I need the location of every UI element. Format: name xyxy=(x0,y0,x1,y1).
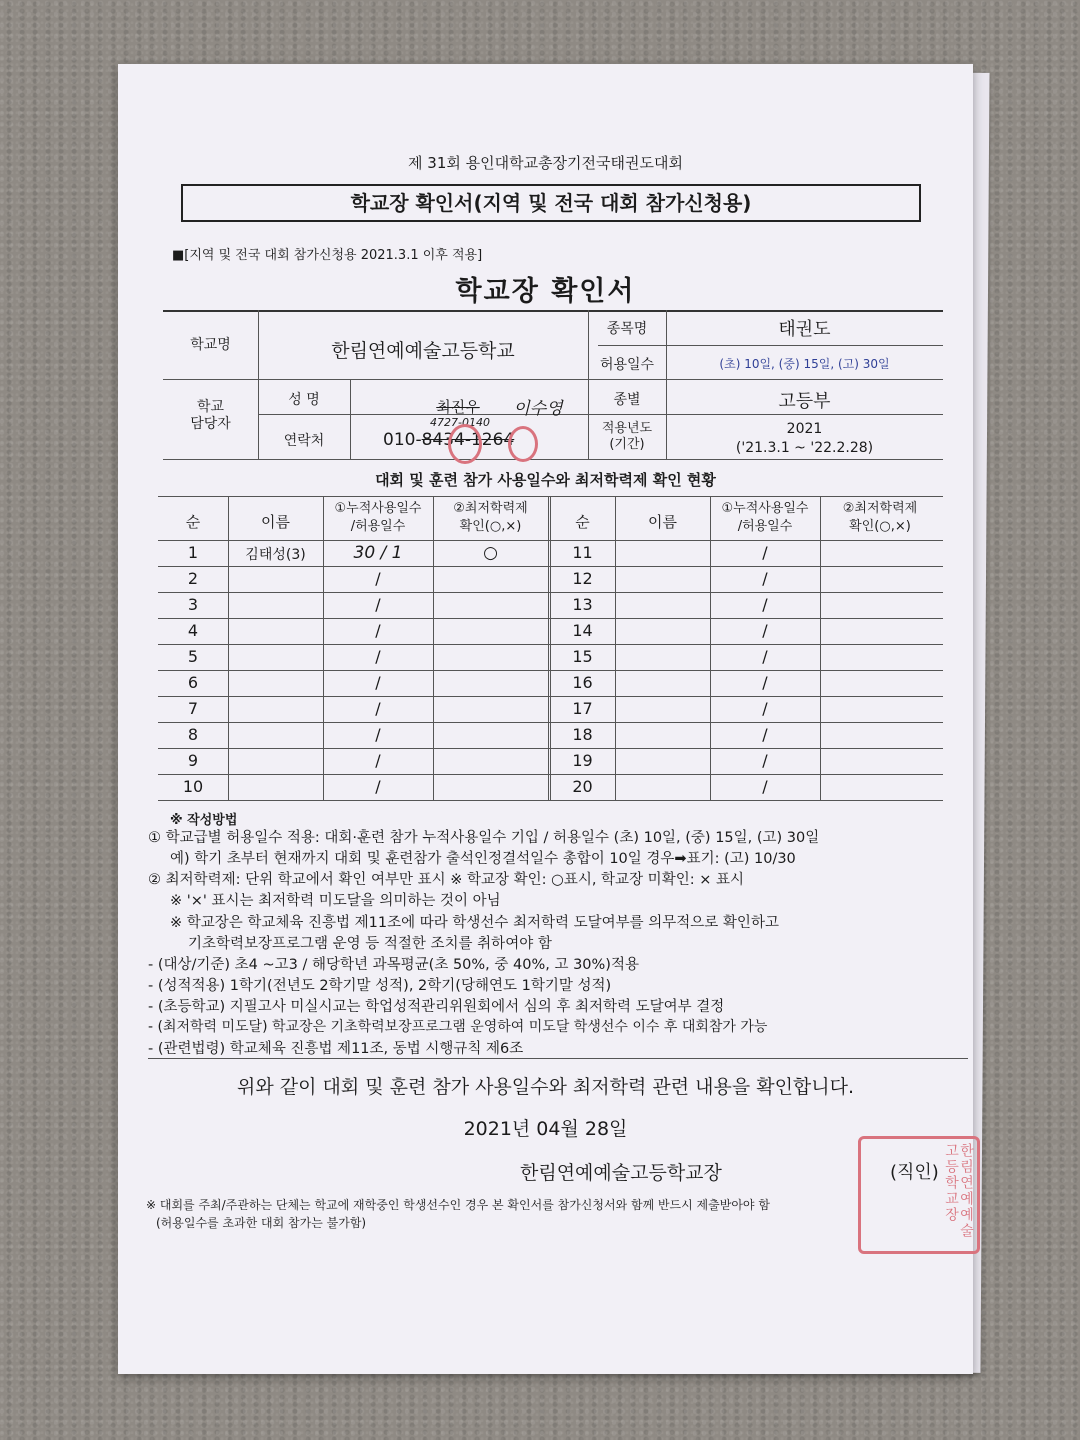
row-number: 4 xyxy=(187,621,199,640)
division-label: 종별 xyxy=(613,392,641,408)
principal-name: 한림연예예술고등학교장 xyxy=(520,1162,722,1184)
row-days: / xyxy=(375,725,381,744)
table-col-line xyxy=(615,496,616,800)
row-days-right: / xyxy=(762,621,768,640)
row-number-right: 17 xyxy=(572,699,593,718)
detail-5: - (관련법령) 학교체육 진흥법 제11조, 동법 시행규칙 제6조 xyxy=(148,1041,524,1057)
note-4: ※ 학교장은 학교체육 진흥법 제11조에 따라 학생선수 최저학력 도달여부를 의무적으로 확인하고 xyxy=(170,915,779,931)
table-col-line xyxy=(820,496,821,800)
manager-label: 학교 담당자 xyxy=(190,399,231,432)
row-days: / xyxy=(375,777,381,796)
division-value: 고등부 xyxy=(778,391,831,412)
row-number-right: 15 xyxy=(572,647,593,666)
row-days-right: / xyxy=(762,673,768,692)
col-check-header-right: ②최저학력제 확인(○,×) xyxy=(842,501,918,534)
manager-name-struck: 최진우 xyxy=(436,398,480,416)
manager-seal-2 xyxy=(508,426,538,462)
table-col-line xyxy=(433,496,434,800)
col-check-header: ②최저학력제 확인(○,×) xyxy=(453,501,528,534)
notes-divider xyxy=(148,1058,968,1059)
note-3: ※ '×' 표시는 최저학력 미도달을 의미하는 것이 아님 xyxy=(170,893,501,909)
row-days: 30 / 1 xyxy=(353,543,403,563)
manager-seal-1 xyxy=(448,424,482,464)
row-number: 3 xyxy=(187,595,199,614)
table-mid-line xyxy=(548,496,549,800)
note-2: ② 최저학력제: 단위 학교에서 확인 여부만 표시 ※ 학교장 확인: ○표시, 학교장 미확인: × 표시 xyxy=(148,872,744,888)
row-days-right: / xyxy=(762,569,768,588)
notes-heading: ※ 작성방법 xyxy=(170,813,238,828)
school-name: 한림연예예술고등학교 xyxy=(331,340,515,362)
col-name-header-right: 이름 xyxy=(648,513,677,531)
row-days: / xyxy=(375,621,381,640)
row-number-right: 20 xyxy=(572,777,593,796)
row-number-right: 11 xyxy=(572,543,593,562)
detail-4: - (최저학력 미도달) 학교장은 기초학력보장프로그램 운영하여 미도달 학생선수 이수 후 대회참가 가능 xyxy=(148,1019,768,1035)
status-table-title: 대회 및 훈련 참가 사용일수와 최저학력제 확인 현황 xyxy=(375,471,716,489)
row-number-right: 14 xyxy=(572,621,593,640)
applicability-note: ■[지역 및 전국 대회 참가신청용 2021.3.1 이후 적용] xyxy=(172,248,483,263)
row-days-right: / xyxy=(762,725,768,744)
row-days-right: / xyxy=(762,777,768,796)
contact-handwritten: 4727-0140 xyxy=(430,416,490,429)
school-official-seal: 한림연예예술고등학교장 xyxy=(858,1136,980,1254)
issue-date: 2021년 04월 28일 xyxy=(463,1118,628,1140)
col-no-header: 순 xyxy=(185,513,201,531)
period-value: ('21.3.1 ~ '22.2.28) xyxy=(735,440,874,456)
row-number: 6 xyxy=(187,673,199,692)
row-number: 2 xyxy=(187,569,199,588)
col-days-header-right: ①누적사용일수 /허용일수 xyxy=(721,501,809,534)
row-number: 10 xyxy=(182,777,204,796)
allowed-days-value: (초) 10일, (중) 15일, (고) 30일 xyxy=(719,357,890,371)
table-col-line xyxy=(228,496,229,800)
col-name-header: 이름 xyxy=(261,513,290,531)
row-number-right: 12 xyxy=(572,569,593,588)
row-days-right: / xyxy=(762,543,768,562)
table-row-line xyxy=(158,800,943,801)
contact-struck: 8434-1264 xyxy=(421,430,515,450)
row-number-right: 19 xyxy=(572,751,593,770)
bottom-note-1: ※ 대회를 주최/주관하는 단체는 학교에 재학중인 학생선수인 경우 본 확인서를 참가신청서와 함께 반드시 제출받아야 함 xyxy=(146,1198,770,1212)
name-label: 성 명 xyxy=(288,392,320,408)
box-title: 학교장 확인서(지역 및 전국 대회 참가신청용) xyxy=(181,184,921,222)
note-4b: 기초학력보장프로그램 운영 등 적절한 조치를 취하여야 함 xyxy=(188,936,552,952)
row-days: / xyxy=(375,751,381,770)
bottom-note-2: (허용일수를 초과한 대회 참가는 불가함) xyxy=(156,1216,367,1230)
row-number: 5 xyxy=(187,647,199,666)
contact-prefix: 010- xyxy=(383,430,422,450)
col-no-header-right: 순 xyxy=(575,513,590,531)
event-label: 종목명 xyxy=(606,321,648,337)
document-page xyxy=(118,64,973,1374)
contact-label: 연락처 xyxy=(283,433,325,449)
row-days-right: / xyxy=(762,595,768,614)
row-check: ○ xyxy=(483,543,498,563)
row-number-right: 16 xyxy=(572,673,593,692)
row-days: / xyxy=(375,595,381,614)
row-number-right: 18 xyxy=(572,725,593,744)
allowed-days-label: 허용일수 xyxy=(599,357,655,373)
detail-1: - (대상/기준) 초4 ~고3 / 해당학년 과목평균(초 50%, 중 40%, 고 30%)적용 xyxy=(148,957,639,973)
year-label: 적용년도 (기간) xyxy=(601,421,653,452)
year-value: 2021 xyxy=(786,421,823,437)
row-days: / xyxy=(375,699,381,718)
competition-name: 제 31회 용인대학교총장기전국태권도대회 xyxy=(408,154,683,172)
document-title: 학교장 확인서 xyxy=(455,276,636,307)
row-name: 김태성(3) xyxy=(245,547,306,563)
manager-name-handwritten: 이수영 xyxy=(513,399,563,419)
row-number: 9 xyxy=(187,751,199,770)
note-1b: 예) 학기 초부터 현재까지 대회 및 훈련참가 출석인정결석일수 총합이 10일 경우➡표기: (고) 10/30 xyxy=(170,851,796,867)
seal-label: (직인) xyxy=(890,1162,939,1183)
row-days: / xyxy=(375,569,381,588)
row-number-right: 13 xyxy=(572,595,593,614)
detail-2: - (성적적용) 1학기(전년도 2학기말 성적), 2학기(당해연도 1학기말 성적) xyxy=(148,978,612,994)
row-number: 8 xyxy=(187,725,199,744)
row-days: / xyxy=(375,647,381,666)
school-label: 학교명 xyxy=(190,337,231,353)
col-days-header: ①누적사용일수 /허용일수 xyxy=(334,501,422,534)
event-value: 태권도 xyxy=(778,319,831,340)
row-days-right: / xyxy=(762,751,768,770)
note-1: ① 학교급별 허용일수 적용: 대회·훈련 참가 누적사용일수 기입 / 허용일수 (초) 10일, (중) 15일, (고) 30일 xyxy=(148,830,820,846)
row-days-right: / xyxy=(762,699,768,718)
row-days: / xyxy=(375,673,381,692)
confirmation-statement: 위와 같이 대회 및 훈련 참가 사용일수와 최저학력 관련 내용을 확인합니다. xyxy=(236,1076,855,1098)
row-number: 1 xyxy=(187,543,199,562)
row-number: 7 xyxy=(187,699,199,718)
row-days-right: / xyxy=(762,647,768,666)
detail-3: - (초등학교) 지필고사 미실시교는 학업성적관리위원회에서 심의 후 최저학력 도달여부 결정 xyxy=(148,999,725,1015)
